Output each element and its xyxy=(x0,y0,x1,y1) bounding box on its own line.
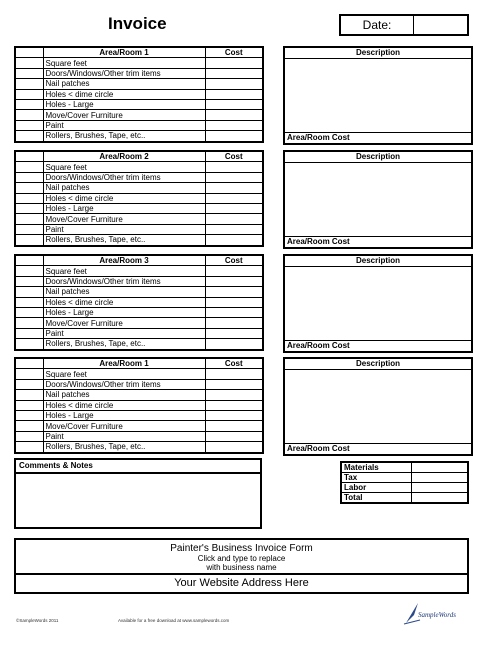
item-label: Paint xyxy=(43,224,205,234)
item-row xyxy=(15,235,263,246)
item-label: Move/Cover Furniture xyxy=(43,318,205,328)
area-header-blank xyxy=(15,255,43,266)
item-qty-cell[interactable] xyxy=(15,400,43,410)
item-label: Square feet xyxy=(43,266,205,276)
item-qty-cell[interactable] xyxy=(15,410,43,420)
item-cost-cell[interactable] xyxy=(205,58,263,68)
item-row xyxy=(15,339,263,350)
item-qty-cell[interactable] xyxy=(15,131,43,142)
area-header-blank xyxy=(15,47,43,58)
description-input[interactable] xyxy=(285,370,471,443)
item-qty-cell[interactable] xyxy=(15,172,43,182)
item-label: Square feet xyxy=(43,162,205,172)
item-row xyxy=(15,89,263,99)
item-label: Holes - Large xyxy=(43,99,205,109)
samplewords-logo xyxy=(402,601,472,625)
item-cost-cell[interactable] xyxy=(205,99,263,109)
item-label: Rollers, Brushes, Tape, etc.. xyxy=(43,235,205,246)
item-row xyxy=(15,297,263,307)
item-qty-cell[interactable] xyxy=(15,162,43,172)
item-label: Move/Cover Furniture xyxy=(43,421,205,431)
item-label: Nail patches xyxy=(43,287,205,297)
item-qty-cell[interactable] xyxy=(15,266,43,276)
totals-row xyxy=(341,462,468,473)
item-qty-cell[interactable] xyxy=(15,79,43,89)
item-cost-cell[interactable] xyxy=(205,276,263,286)
item-row xyxy=(15,172,263,182)
item-row xyxy=(15,410,263,420)
item-qty-cell[interactable] xyxy=(15,99,43,109)
availability-text: Available for a free download at www.samplewords.com xyxy=(118,618,230,623)
item-label: Rollers, Brushes, Tape, etc.. xyxy=(43,339,205,350)
item-cost-cell[interactable] xyxy=(205,287,263,297)
item-label: Nail patches xyxy=(43,390,205,400)
cost-header: Cost xyxy=(205,47,263,58)
date-value[interactable] xyxy=(414,16,467,34)
totals-label: Labor xyxy=(341,483,411,493)
item-cost-cell[interactable] xyxy=(205,400,263,410)
item-label: Holes < dime circle xyxy=(43,400,205,410)
item-label: Doors/Windows/Other trim items xyxy=(43,276,205,286)
item-label: Doors/Windows/Other trim items xyxy=(43,379,205,389)
item-cost-cell[interactable] xyxy=(205,369,263,379)
description-box-2 xyxy=(283,150,473,249)
item-row xyxy=(15,214,263,224)
item-qty-cell[interactable] xyxy=(15,224,43,234)
item-row xyxy=(15,183,263,193)
description-box-1 xyxy=(283,46,473,145)
area-header-row xyxy=(15,151,263,162)
area-cost-label[interactable]: Area/Room Cost xyxy=(285,340,471,351)
item-cost-cell[interactable] xyxy=(205,224,263,234)
item-label: Paint xyxy=(43,120,205,130)
item-cost-cell[interactable] xyxy=(205,89,263,99)
item-cost-cell[interactable] xyxy=(205,110,263,120)
area-header: Area/Room 3 xyxy=(43,255,205,266)
totals-row xyxy=(341,483,468,493)
item-row xyxy=(15,162,263,172)
item-label: Nail patches xyxy=(43,183,205,193)
item-cost-cell[interactable] xyxy=(205,328,263,338)
item-label: Doors/Windows/Other trim items xyxy=(43,172,205,182)
comments-notes-label: Comments & Notes xyxy=(16,460,260,474)
area-cost-label[interactable]: Area/Room Cost xyxy=(285,443,471,454)
item-qty-cell[interactable] xyxy=(15,442,43,453)
item-row xyxy=(15,328,263,338)
item-row xyxy=(15,442,263,453)
item-qty-cell[interactable] xyxy=(15,214,43,224)
item-row xyxy=(15,369,263,379)
date-field[interactable] xyxy=(339,14,469,36)
item-qty-cell[interactable] xyxy=(15,110,43,120)
item-cost-cell[interactable] xyxy=(205,410,263,420)
description-box-3 xyxy=(283,254,473,353)
item-cost-cell[interactable] xyxy=(205,379,263,389)
item-row xyxy=(15,318,263,328)
item-row xyxy=(15,266,263,276)
item-row xyxy=(15,287,263,297)
item-cost-cell[interactable] xyxy=(205,193,263,203)
item-label: Square feet xyxy=(43,58,205,68)
business-title[interactable]: Painter's Business Invoice Form xyxy=(170,543,313,554)
item-label: Move/Cover Furniture xyxy=(43,214,205,224)
totals-value[interactable] xyxy=(411,483,468,493)
item-row xyxy=(15,224,263,234)
date-label: Date: xyxy=(341,16,414,34)
cost-header: Cost xyxy=(205,151,263,162)
item-label: Rollers, Brushes, Tape, etc.. xyxy=(43,442,205,453)
item-row xyxy=(15,400,263,410)
item-cost-cell[interactable] xyxy=(205,307,263,317)
totals-value[interactable] xyxy=(411,473,468,483)
item-qty-cell[interactable] xyxy=(15,379,43,389)
item-cost-cell[interactable] xyxy=(205,79,263,89)
area-table-4 xyxy=(14,357,264,454)
item-cost-cell[interactable] xyxy=(205,297,263,307)
totals-label: Total xyxy=(341,493,411,504)
description-input[interactable] xyxy=(285,163,471,236)
item-row xyxy=(15,58,263,68)
totals-row xyxy=(341,473,468,483)
item-cost-cell[interactable] xyxy=(205,203,263,213)
item-cost-cell[interactable] xyxy=(205,120,263,130)
area-table-3 xyxy=(14,254,264,351)
description-header: Description xyxy=(285,152,471,163)
item-cost-cell[interactable] xyxy=(205,421,263,431)
description-input[interactable] xyxy=(285,267,471,340)
item-row xyxy=(15,203,263,213)
item-label: Doors/Windows/Other trim items xyxy=(43,68,205,78)
item-qty-cell[interactable] xyxy=(15,89,43,99)
business-instruction-2: with business name xyxy=(206,563,277,572)
item-row xyxy=(15,79,263,89)
item-label: Move/Cover Furniture xyxy=(43,110,205,120)
description-header: Description xyxy=(285,256,471,267)
area-header: Area/Room 1 xyxy=(43,47,205,58)
item-qty-cell[interactable] xyxy=(15,235,43,246)
area-header-row xyxy=(15,47,263,58)
item-row xyxy=(15,131,263,142)
item-cost-cell[interactable] xyxy=(205,266,263,276)
totals-value[interactable] xyxy=(411,462,468,473)
item-qty-cell[interactable] xyxy=(15,297,43,307)
item-label: Holes - Large xyxy=(43,203,205,213)
item-label: Nail patches xyxy=(43,79,205,89)
item-label: Holes < dime circle xyxy=(43,89,205,99)
invoice-title: Invoice xyxy=(108,14,167,33)
totals-label: Tax xyxy=(341,473,411,483)
item-qty-cell[interactable] xyxy=(15,203,43,213)
item-row xyxy=(15,193,263,203)
item-label: Holes < dime circle xyxy=(43,193,205,203)
area-table-1 xyxy=(14,46,264,143)
item-qty-cell[interactable] xyxy=(15,431,43,441)
area-table-2 xyxy=(14,150,264,247)
website-address[interactable]: Your Website Address Here xyxy=(16,573,467,592)
copyright-text: ©SampleWords 2011 xyxy=(16,618,59,623)
item-label: Holes - Large xyxy=(43,410,205,420)
item-qty-cell[interactable] xyxy=(15,318,43,328)
item-qty-cell[interactable] xyxy=(15,421,43,431)
item-cost-cell[interactable] xyxy=(205,442,263,453)
area-cost-label[interactable]: Area/Room Cost xyxy=(285,132,471,143)
area-header-blank xyxy=(15,358,43,369)
item-cost-cell[interactable] xyxy=(205,162,263,172)
item-row xyxy=(15,307,263,317)
item-row xyxy=(15,68,263,78)
item-cost-cell[interactable] xyxy=(205,339,263,350)
item-cost-cell[interactable] xyxy=(205,214,263,224)
business-instruction-1: Click and type to replace xyxy=(197,554,286,563)
item-qty-cell[interactable] xyxy=(15,193,43,203)
item-cost-cell[interactable] xyxy=(205,318,263,328)
item-qty-cell[interactable] xyxy=(15,276,43,286)
area-header: Area/Room 1 xyxy=(43,358,205,369)
totals-label: Materials xyxy=(341,462,411,473)
area-header-row xyxy=(15,255,263,266)
item-label: Paint xyxy=(43,431,205,441)
area-cost-label[interactable]: Area/Room Cost xyxy=(285,236,471,247)
totals-value[interactable] xyxy=(411,493,468,504)
item-label: Rollers, Brushes, Tape, etc.. xyxy=(43,131,205,142)
item-qty-cell[interactable] xyxy=(15,287,43,297)
item-qty-cell[interactable] xyxy=(15,328,43,338)
cost-header: Cost xyxy=(205,255,263,266)
item-qty-cell[interactable] xyxy=(15,307,43,317)
item-row xyxy=(15,110,263,120)
item-cost-cell[interactable] xyxy=(205,431,263,441)
item-label: Paint xyxy=(43,328,205,338)
description-header: Description xyxy=(285,48,471,59)
item-row xyxy=(15,431,263,441)
item-row xyxy=(15,421,263,431)
business-info-box[interactable] xyxy=(14,538,469,594)
item-label: Holes - Large xyxy=(43,307,205,317)
item-row xyxy=(15,120,263,130)
item-label: Square feet xyxy=(43,369,205,379)
item-qty-cell[interactable] xyxy=(15,120,43,130)
item-row xyxy=(15,99,263,109)
item-cost-cell[interactable] xyxy=(205,390,263,400)
item-cost-cell[interactable] xyxy=(205,235,263,246)
area-header-row xyxy=(15,358,263,369)
item-cost-cell[interactable] xyxy=(205,68,263,78)
item-qty-cell[interactable] xyxy=(15,339,43,350)
item-row xyxy=(15,276,263,286)
item-cost-cell[interactable] xyxy=(205,131,263,142)
item-qty-cell[interactable] xyxy=(15,369,43,379)
item-row xyxy=(15,390,263,400)
description-input[interactable] xyxy=(285,59,471,132)
comments-notes-box[interactable] xyxy=(14,458,262,529)
item-label: Holes < dime circle xyxy=(43,297,205,307)
item-qty-cell[interactable] xyxy=(15,58,43,68)
totals-row xyxy=(341,493,468,504)
description-box-4 xyxy=(283,357,473,456)
item-qty-cell[interactable] xyxy=(15,390,43,400)
item-cost-cell[interactable] xyxy=(205,183,263,193)
area-header-blank xyxy=(15,151,43,162)
logo-text: SampleWords xyxy=(418,611,456,619)
area-header: Area/Room 2 xyxy=(43,151,205,162)
item-cost-cell[interactable] xyxy=(205,172,263,182)
cost-header: Cost xyxy=(205,358,263,369)
item-qty-cell[interactable] xyxy=(15,68,43,78)
description-header: Description xyxy=(285,359,471,370)
item-row xyxy=(15,379,263,389)
item-qty-cell[interactable] xyxy=(15,183,43,193)
totals-table xyxy=(340,461,469,504)
